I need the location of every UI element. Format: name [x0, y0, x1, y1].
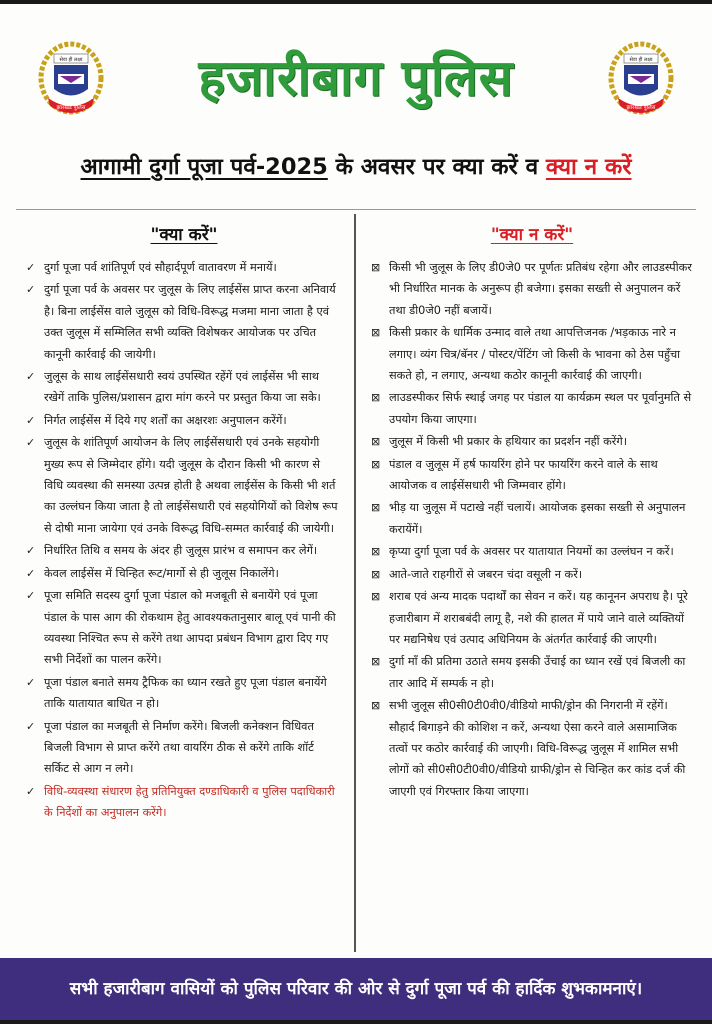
donts-item-text: कृप्या दुर्गा पूजा पर्व के अवसर पर यातायात नियमों का उल्लंघन न करें।	[389, 545, 674, 559]
donts-item	[371, 564, 693, 585]
dos-item-text: निर्धारित तिथि व समय के अंदर ही जुलूस प्रारंभ व समापन कर लेगें।	[44, 544, 318, 558]
crossed-box-icon: ⊠	[371, 699, 381, 713]
emblem-motto-text: सेवा ही लक्ष्य	[629, 57, 653, 63]
dos-item	[26, 432, 342, 539]
donts-item	[371, 695, 693, 802]
dos-heading: "क्या करें"	[150, 225, 218, 245]
donts-item-text: भीड़ या जुलूस में पटाखे नहीं चलायें। आयोजक इसका सख्ती से अनुपालन करायेंगें।	[389, 501, 686, 536]
dos-item-text: विधि-व्यवस्था संधारण हेतु प्रतिनियुक्त दण्डाधिकारी व पुलिस पदाधिकारी के निर्देशों का अनुपालन करेंगे।	[44, 784, 335, 820]
dos-item-text: दुर्गा पूजा पर्व शांतिपूर्ण एवं सौहार्दपूर्ण वातावरण में मनायें।	[44, 261, 277, 274]
donts-item-text: पंडाल व जुलूस में हर्ष फायरिंग होने पर फायरिंग करने वाले के साथ आयोजक व लाईसेंसधारी भी जिम्मवार होंगे।	[389, 457, 658, 493]
donts-list	[371, 257, 693, 802]
donts-item	[371, 541, 693, 562]
crossed-box-icon: ⊠	[371, 391, 381, 405]
subtitle-donts: क्या न करें	[545, 154, 632, 180]
donts-item	[371, 257, 693, 321]
crossed-box-icon: ⊠	[371, 545, 381, 559]
dos-item	[26, 716, 342, 780]
subtitle-event: आगामी दुर्गा पूजा पर्व-2025	[80, 154, 328, 180]
checkmark-icon: ✓	[26, 719, 36, 733]
subtitle-middle: के अवसर पर क्या करें व	[327, 154, 546, 180]
dos-item	[26, 410, 342, 431]
checkmark-icon: ✓	[26, 566, 36, 580]
crossed-box-icon: ⊠	[371, 435, 381, 449]
crossed-box-icon: ⊠	[371, 655, 381, 669]
dos-item	[26, 585, 342, 671]
donts-item-text: दुर्गा माँ की प्रतिमा उठाते समय इसकी उँचाई का ध्यान रखें एवं बिजली का तार आदि में सम्पर्क न हो।	[389, 655, 686, 690]
dos-item	[26, 563, 342, 584]
donts-item-text: सभी जुलूस सी0सी0टी0वी0/वीडियो माफी/ड्रोन की निगरानी में रहेंगें। सौहार्द बिगाड़ने की कोशिश न करें, अन्यथा ऐसा करने वाले असामाजिक तत्वों पर कठोर कार्रवाई की जाएगी। विधि-विरूद्ध जुलूस में शामिल सभी लोगों को सी0सी0टी0वी0/वीडियो ग्राफी/ड्रोन से चिन्हित कर कांड दर्ज की जाएगी एवं गिरफ्तार किया जाएगा।	[389, 699, 686, 798]
dos-item	[26, 672, 342, 715]
header-divider	[16, 209, 696, 210]
dos-item	[26, 257, 342, 278]
dos-item-text: पूजा समिति सदस्य दुर्गा पूजा पंडाल को मजबूती से बनायेंगे एवं पूजा पंडाल के पास आग की रोकथाम हेतु आवश्यकतानुसार बालू एवं पानी की व्यवस्था निश्चित रूप से करेंगे तथा आपदा प्रबंधन विभाग द्वारा दिए गए सभी निर्देशों का पालन करेंगे।	[44, 589, 336, 667]
crossed-box-icon: ⊠	[371, 567, 381, 581]
dos-list	[26, 257, 342, 824]
emblem-motto-text: सेवा ही लक्ष्य	[59, 57, 83, 63]
checkmark-icon: ✓	[26, 413, 36, 427]
dos-item	[26, 366, 342, 409]
donts-item	[371, 651, 693, 694]
page-title: हजारीबाग पुलिस	[198, 49, 514, 107]
donts-item	[371, 586, 693, 650]
checkmark-icon: ✓	[26, 784, 36, 798]
donts-item	[371, 387, 693, 430]
checkmark-icon: ✓	[26, 283, 36, 297]
dos-column	[16, 214, 348, 952]
emblem-banner-text: झारखंड पुलिस	[56, 105, 86, 111]
checkmark-icon: ✓	[26, 261, 36, 274]
dos-item-text: पूजा पंडाल बनाते समय ट्रैफिक का ध्यान रखते हुए पूजा पंडाल बनायेंगे ताकि यातायात बाधित न हो।	[44, 675, 327, 711]
footer-banner: सभी हजारीबाग वासियों को पुलिस परिवार की ओर से दुर्गा पूजा पर्व की हार्दिक शुभकामनाएं।	[0, 958, 712, 1020]
dos-item-text: जुलूस के साथ लाईसेंसधारी स्वयं उपस्थित रहेंगें एवं लाईसेंस भी साथ रखेगें ताकि पुलिस/प्रशासन द्वारा मांग करने पर प्रस्तुत किया जा सके।	[44, 370, 321, 405]
checkmark-icon: ✓	[26, 675, 36, 689]
dos-item	[26, 540, 342, 561]
donts-item	[371, 454, 693, 497]
poster	[0, 4, 712, 1020]
donts-item-text: आते-जाते राहगीरों से जबरन चंदा वसूली न करें।	[389, 567, 583, 581]
donts-item-text: जुलूस में किसी भी प्रकार के हथियार का प्रदर्शन नहीं करेंगे।	[389, 435, 628, 449]
donts-item	[371, 322, 693, 386]
donts-column	[359, 214, 697, 952]
dos-item-text: केवल लाईसेंस में चिन्हित रूट/मार्गो से ही जुलूस निकालेंगे।	[44, 566, 279, 580]
dos-item-text: दुर्गा पूजा पर्व के अवसर पर जुलूस के लिए लाईसेंस प्राप्त करना अनिवार्य है। बिना लाईसेंस वाले जुलूस को विधि-विरूद्ध मजमा माना जाता है एवं उक्त जुलूस में सम्मिलित सभी व्यक्ति विशेषकर आयोजक पर उचित कानूनी कार्रवाई की जायेगी।	[44, 283, 336, 361]
checkmark-icon: ✓	[26, 589, 36, 603]
donts-item-text: किसी प्रकार के धार्मिक उन्माद वाले तथा आपत्तिजनक /भड़काऊ नारे न लगाए। व्यंग चित्र/बॅनर / पोस्टर/पेंटिंग जो किसी के भावना को ठेस पहुँचा सकते हो, न लगाए, अन्यथा कठोर कानूनी कार्रवाई की जाएगी।	[389, 326, 681, 383]
dos-item-text: जुलूस के शांतिपूर्ण आयोजन के लिए लाईसेंसधारी एवं उनके सहयोगी मुख्य रूप से जिम्मेदार होंगे। यदी जुलूस के दौरान किसी भी कारण से विधि व्यवस्था की समस्या उत्पन्न होती है अथवा लाईसेंस के किसी भी शर्त का उल्लंघन किया जाता है तो लाईसेंसधारी एवं सहयोगियों को विशेष रूप से दोषी माना जायेगा एवं उनके विरूद्ध विधि-सम्मत कार्रवाई की जायेगी।	[44, 436, 338, 535]
donts-item	[371, 431, 693, 452]
column-divider	[354, 214, 356, 952]
crossed-box-icon: ⊠	[371, 261, 381, 274]
emblem-banner-text: झारखंड पुलिस	[626, 105, 656, 111]
crossed-box-icon: ⊠	[371, 457, 381, 471]
checkmark-icon: ✓	[26, 544, 36, 558]
crossed-box-icon: ⊠	[371, 326, 381, 340]
dos-donts-columns	[16, 214, 696, 952]
donts-item-text: लाउडस्पीकर सिर्फ स्थाई जगह पर पंडाल या कार्यक्रम स्थल पर पूर्वानुमति से उपयोग किया जाएगा।	[389, 391, 692, 426]
donts-item	[371, 497, 693, 540]
dos-item	[26, 781, 342, 824]
page-subtitle	[10, 150, 702, 181]
dos-item-text: पूजा पंडाल का मजबूती से निर्माण करेंगे। बिजली कनेक्शन विधिवत बिजली विभाग से प्राप्त करेंगे तथा वायरिंग ठीक से करेंगे ताकि शॉर्ट सर्किट से आग न लगे।	[44, 719, 314, 776]
dos-item	[26, 279, 342, 365]
checkmark-icon: ✓	[26, 370, 36, 384]
crossed-box-icon: ⊠	[371, 590, 381, 604]
donts-item-text: शराब एवं अन्य मादक पदार्थों का सेवन न करें। यह कानूनन अपराध है। पूरे हजारीबाग में शराबबंदी लागू है, नशे की हालत में पाये जाने वाले व्यक्तियों पर मद्यनिषेध एवं उत्पाद अधिनियम के अंतर्गत कार्रवाई की जाएगी।	[389, 590, 688, 646]
dos-item-text: निर्गत लाईसेंस में दिये गए शर्तों का अक्षरशः अनुपालन करेंगें।	[44, 413, 287, 427]
checkmark-icon: ✓	[26, 436, 36, 450]
donts-item-text: किसी भी जुलूस के लिए डी0जे0 पर पूर्णतः प्रतिबंध रहेगा और लाउडस्पीकर भी निर्धारित मानक के अनुरूप ही बजेगा। इसका सख्ती से अनुपालन करें तथा डी0जे0 नहीं बजायें।	[389, 261, 692, 317]
crossed-box-icon: ⊠	[371, 501, 381, 515]
donts-heading: "क्या न करें"	[490, 225, 574, 245]
